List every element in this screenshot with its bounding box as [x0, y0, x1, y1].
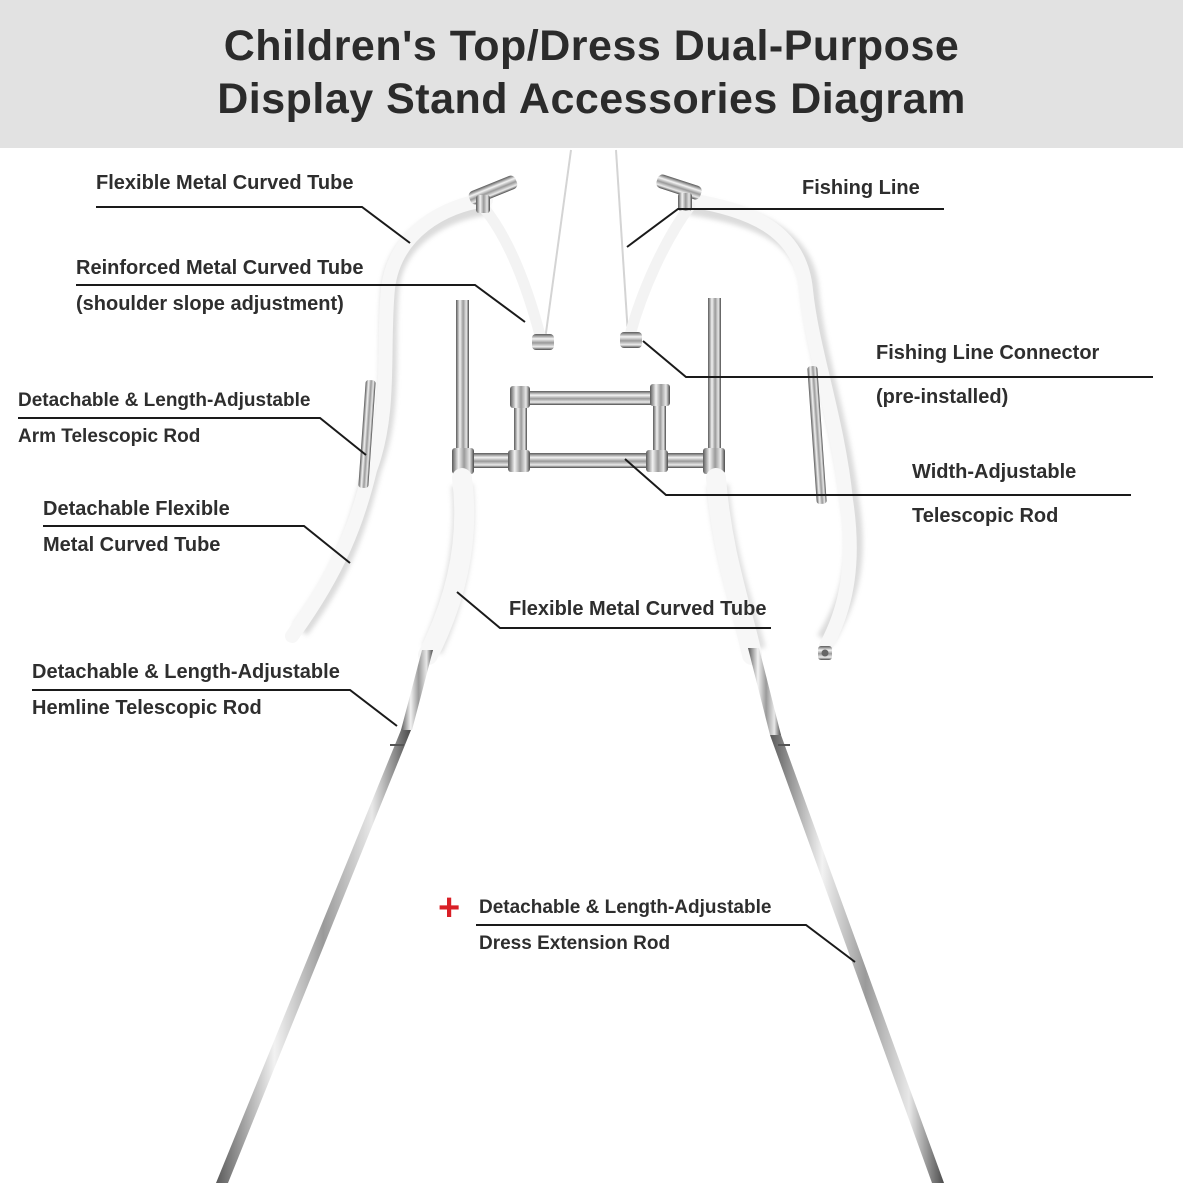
lower-joint-right	[646, 450, 668, 472]
label-detach-tube-line2: Metal Curved Tube	[43, 534, 221, 556]
label-detach-tube-line1: Detachable Flexible	[43, 498, 230, 520]
left-body-flexible-tube	[428, 478, 464, 655]
upper-tee-right	[650, 384, 670, 406]
right-vertical-post	[708, 298, 721, 465]
fishing-line-right	[616, 150, 628, 335]
red-plus-icon: +	[438, 887, 461, 929]
fishing-line-left	[545, 150, 571, 340]
label-reinforced-tube: Reinforced Metal Curved Tube	[76, 257, 364, 279]
right-dress-extension-rod	[770, 735, 944, 1183]
left-vertical-post	[456, 300, 469, 465]
lower-joint-left	[508, 450, 530, 472]
right-reinforced-tube	[630, 206, 690, 335]
width-telescopic-rod	[452, 453, 725, 468]
label-width-rod-line2: Telescopic Rod	[912, 505, 1059, 527]
label-flexible-metal-curved-tube-top: Flexible Metal Curved Tube	[96, 172, 354, 194]
title-line-1: Children's Top/Dress Dual-Purpose	[223, 22, 960, 70]
label-fishing-line-connector: Fishing Line Connector	[876, 342, 1100, 364]
leader-flexible-tube-top	[96, 207, 410, 243]
left-dress-extension-rod	[216, 730, 411, 1183]
label-reinforced-tube-note: (shoulder slope adjustment)	[76, 293, 344, 315]
upper-tee-left	[510, 386, 530, 408]
left-line-connector	[532, 334, 554, 350]
label-dress-rod-line1: Detachable & Length-Adjustable	[479, 897, 772, 918]
label-flexible-metal-curved-tube-mid: Flexible Metal Curved Tube	[509, 598, 767, 620]
label-connector-note: (pre-installed)	[876, 386, 1009, 408]
leader-lines	[18, 207, 1153, 962]
label-fishing-line: Fishing Line	[802, 177, 920, 199]
title-line-2: Display Stand Accessories Diagram	[217, 75, 966, 123]
right-hemline-rod	[748, 648, 781, 735]
left-reinforced-tube	[484, 208, 540, 335]
label-arm-rod-line2: Arm Telescopic Rod	[18, 426, 201, 447]
right-line-connector	[620, 332, 642, 348]
left-hemline-rod	[401, 650, 433, 730]
label-hem-rod-line2: Hemline Telescopic Rod	[32, 697, 262, 719]
label-arm-rod-line1: Detachable & Length-Adjustable	[18, 390, 311, 411]
label-width-rod-line1: Width-Adjustable	[912, 461, 1077, 483]
upper-crossbar	[514, 391, 666, 405]
label-dress-rod-line2: Dress Extension Rod	[479, 933, 671, 954]
label-hem-rod-line1: Detachable & Length-Adjustable	[32, 661, 340, 683]
